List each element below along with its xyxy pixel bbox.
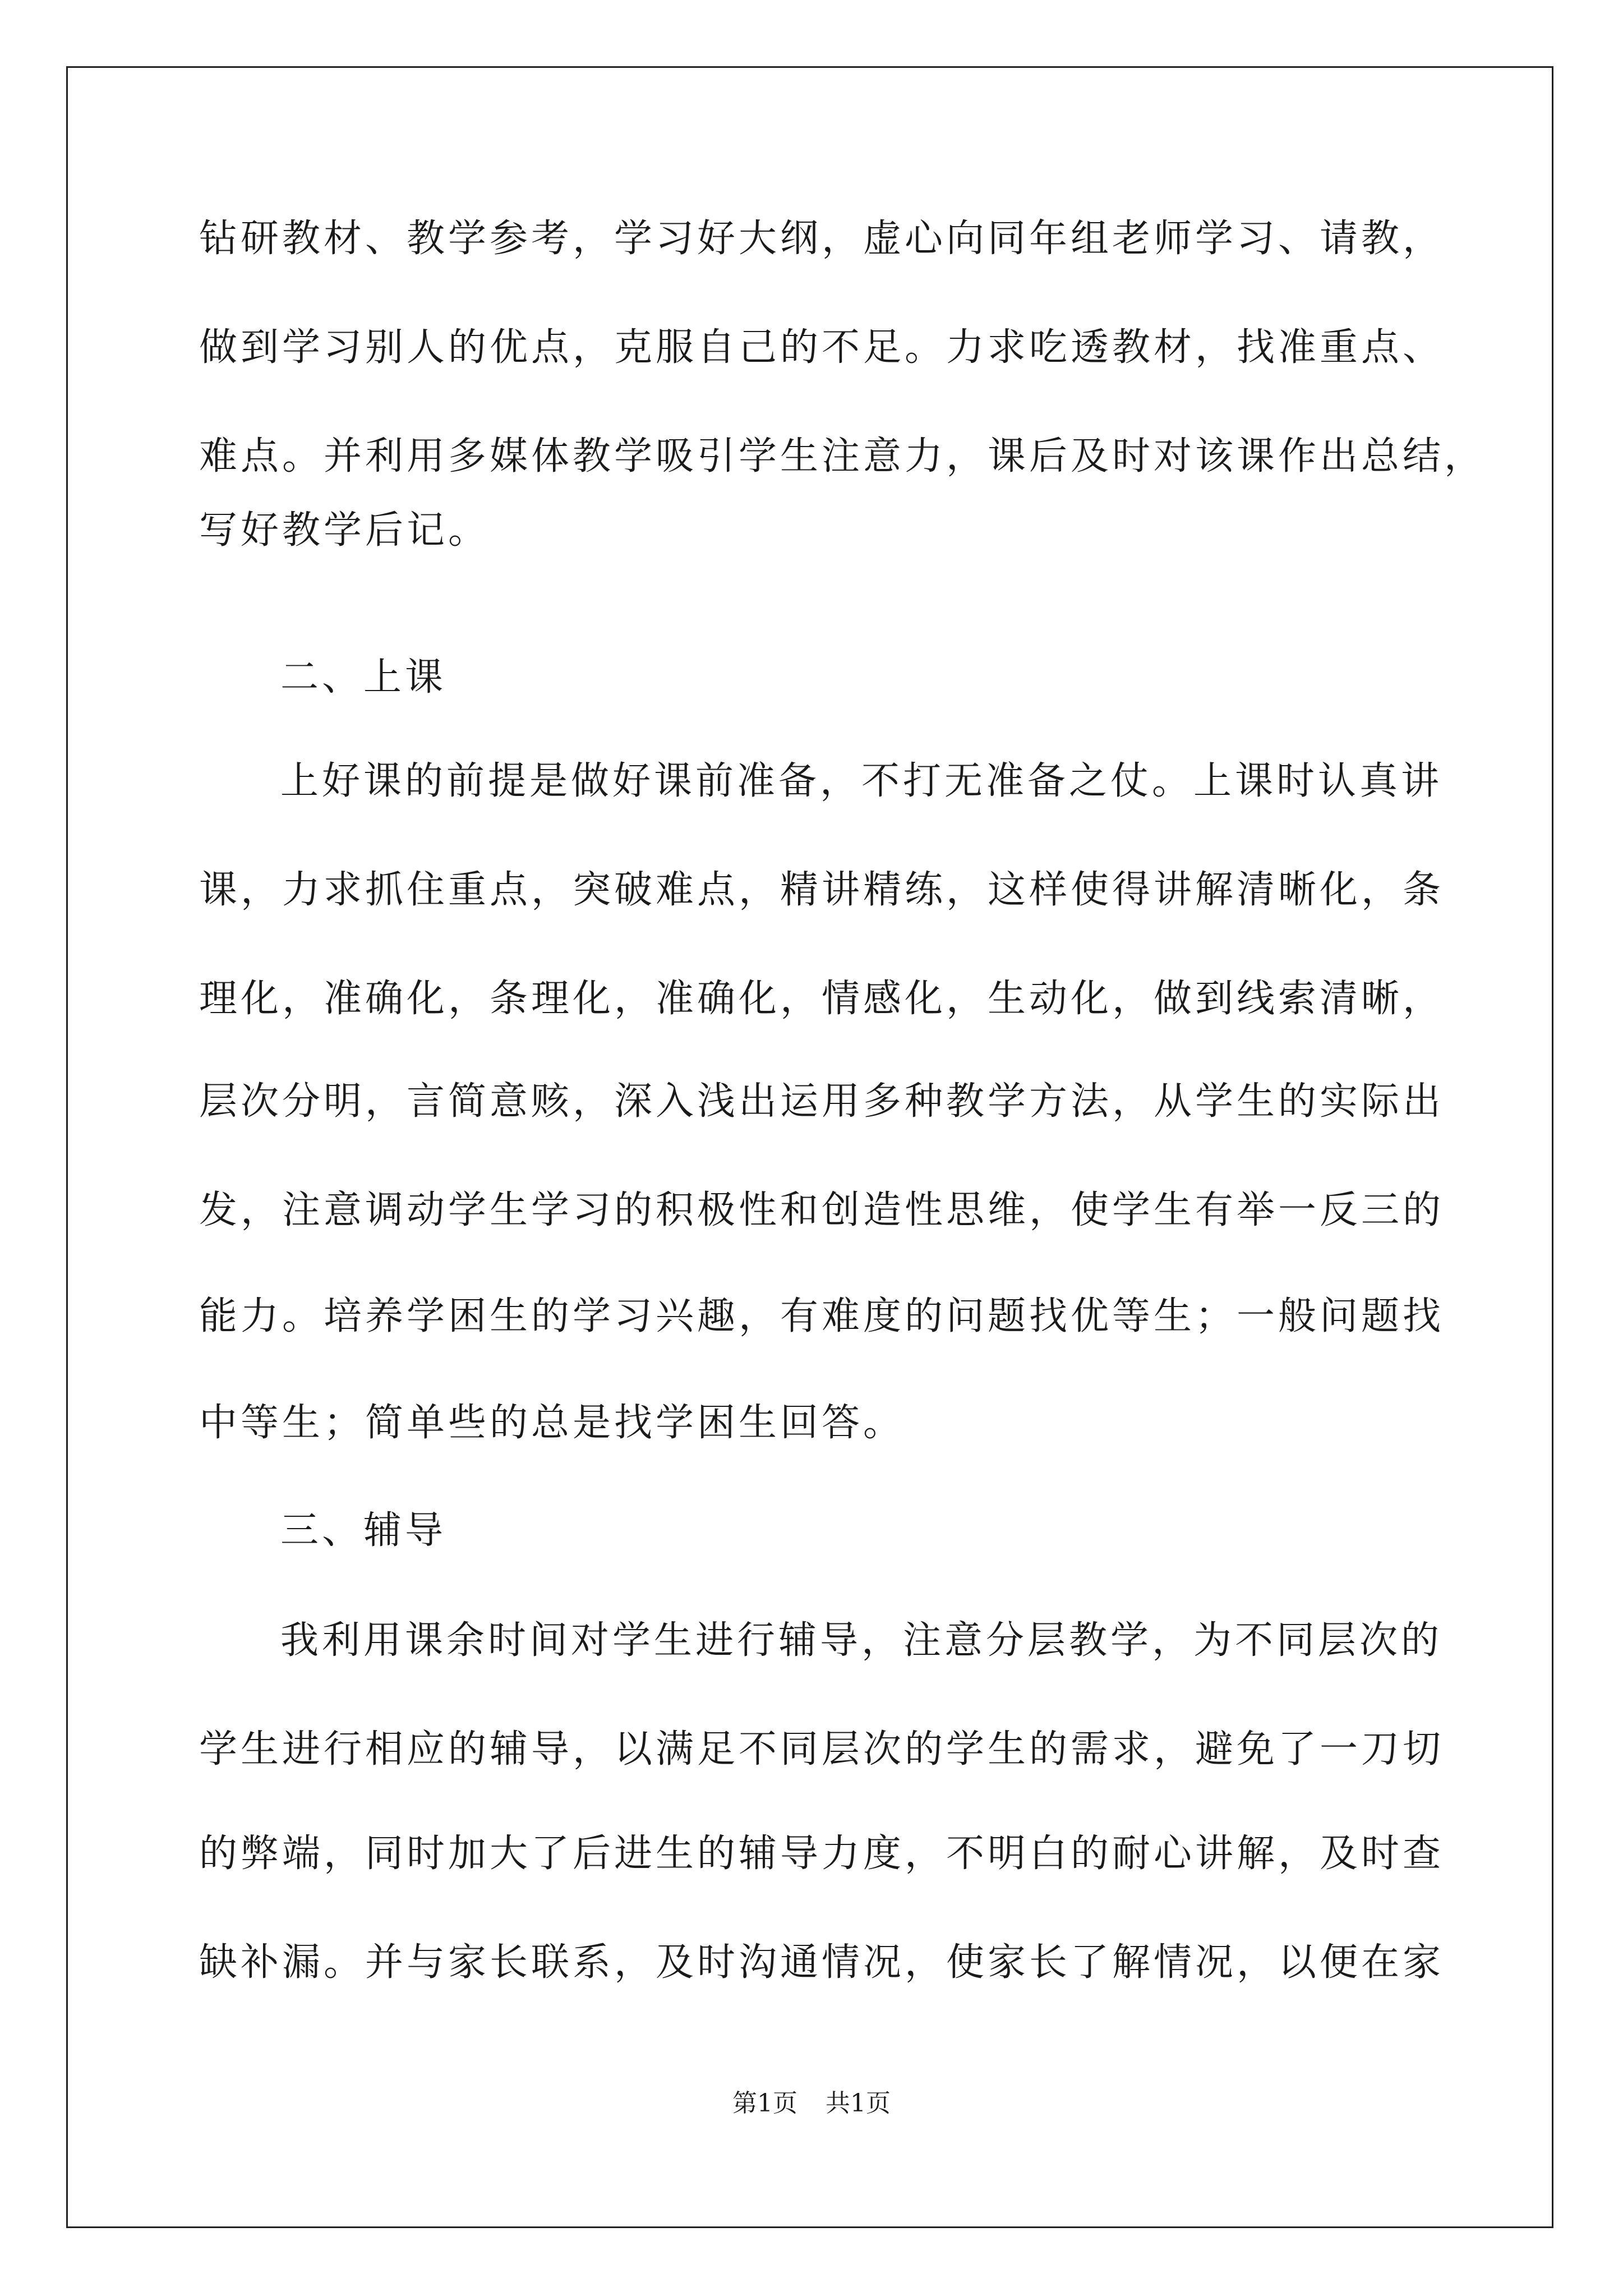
paragraph-line: 缺补漏。并与家长联系，及时沟通情况，使家长了解情况，以便在家 <box>199 1940 1445 1985</box>
paragraph-line: 钻研教材、教学参考，学习好大纲，虚心向同年组老师学习、请教， <box>199 217 1445 261</box>
paragraph-line: 能力。培养学困生的学习兴趣，有难度的问题找优等生；一般问题找 <box>199 1294 1445 1338</box>
page-border <box>66 66 1553 2228</box>
paragraph-line: 的弊端，同时加大了后进生的辅导力度，不明白的耐心讲解，及时查 <box>199 1832 1445 1876</box>
paragraph-line: 难点。并利用多媒体教学吸引学生注意力，课后及时对该课作出总结， <box>199 434 1486 478</box>
paragraph-line: 学生进行相应的辅导，以满足不同层次的学生的需求，避免了一刀切 <box>199 1727 1445 1772</box>
paragraph-line: 上好课的前提是做好课前准备，不打无准备之仗。上课时认真讲 <box>280 759 1443 803</box>
paragraph-line: 中等生；简单些的总是找学困生回答。 <box>199 1401 905 1445</box>
paragraph-line: 课，力求抓住重点，突破难点，精讲精练，这样使得讲解清晰化，条 <box>199 868 1445 912</box>
paragraph-line: 我利用课余时间对学生进行辅导，注意分层教学，为不同层次的 <box>280 1618 1443 1663</box>
section-heading: 三、辅导 <box>280 1508 447 1553</box>
page-total: 共1页 <box>826 2089 891 2118</box>
paragraph-line: 做到学习别人的优点，克服自己的不足。力求吃透教材，找准重点、 <box>199 325 1445 370</box>
paragraph-line: 发，注意调动学生学习的积极性和创造性思维，使学生有举一反三的 <box>199 1188 1445 1232</box>
paragraph-line: 层次分明，言简意赅，深入浅出运用多种教学方法，从学生的实际出 <box>199 1079 1445 1124</box>
page-number: 第1页 <box>732 2089 797 2118</box>
paragraph-line: 写好教学后记。 <box>199 508 490 553</box>
paragraph-line: 理化，准确化，条理化，准确化，情感化，生动化，做到线索清晰， <box>199 977 1445 1021</box>
section-heading: 二、上课 <box>280 655 447 700</box>
page-footer <box>0 2088 1623 2119</box>
